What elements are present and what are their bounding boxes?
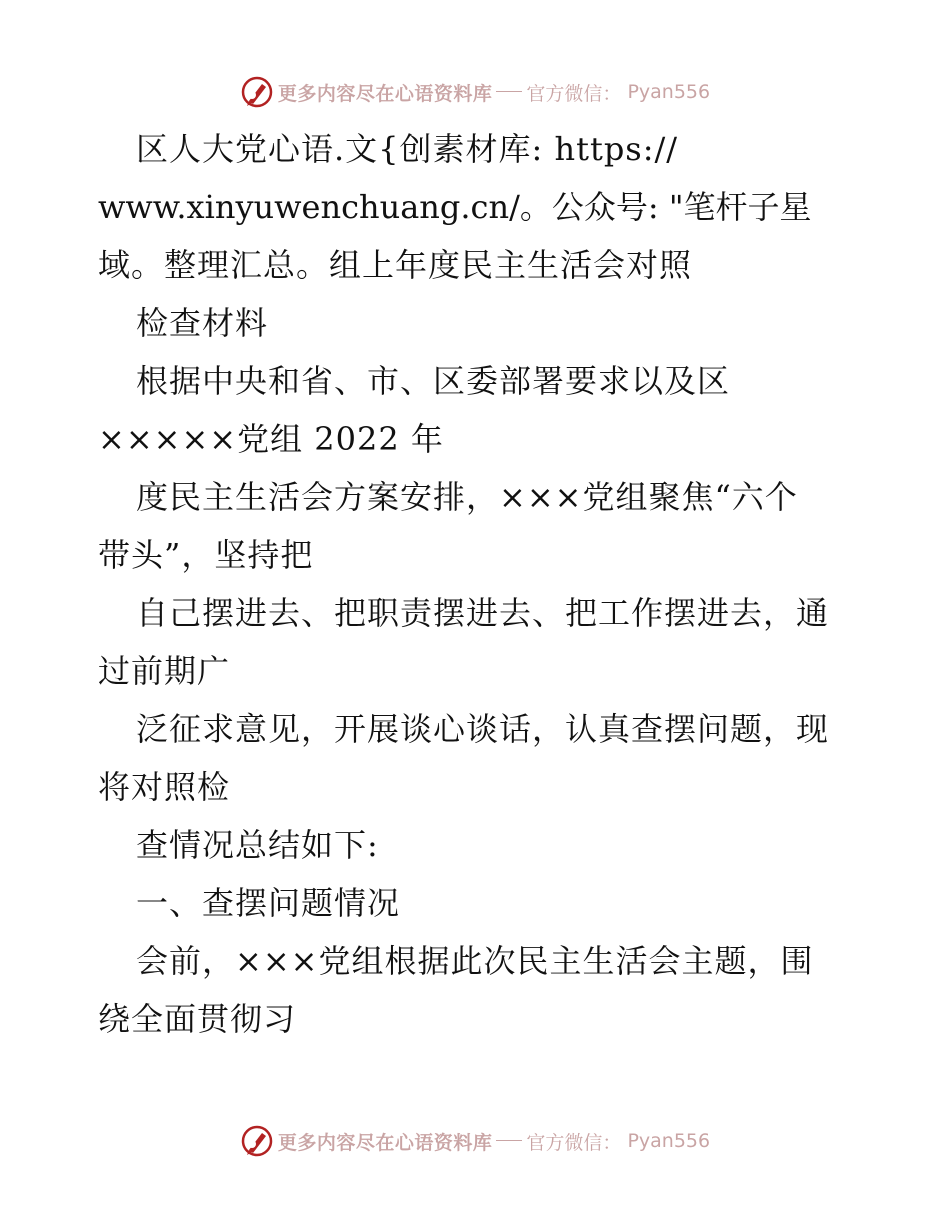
text-line: 度民主生活会方案安排，×××党组聚焦“六个: [136, 478, 798, 516]
pen-logo-icon: [240, 1124, 274, 1158]
text-line: 自己摆进去、把职责摆进去、把工作摆进去，通: [136, 594, 830, 632]
text-line: 过前期广: [98, 652, 231, 690]
text-line: 域。整理汇总。组上年度民主生活会对照: [98, 246, 693, 284]
document-body: [98, 120, 858, 1048]
header-dash: [496, 91, 522, 92]
footer-slogan: 更多内容尽在心语资料库: [277, 1131, 493, 1154]
text-line: 检查材料: [136, 304, 269, 342]
header-banner: [0, 72, 950, 112]
header-wechat-label: 官方微信：: [526, 82, 622, 105]
header-slogan: 更多内容尽在心语资料库: [277, 82, 493, 105]
text-line: 会前，×××党组根据此次民主生活会主题，围: [136, 942, 814, 980]
text-line: 将对照检: [98, 768, 231, 806]
footer-dash: [496, 1140, 522, 1141]
footer-wechat-label: 官方微信：: [526, 1131, 622, 1154]
text-line: 区人大党心语.文{创素材库: https://: [136, 130, 679, 168]
text-line: 查情况总结如下:: [136, 826, 379, 864]
footer-banner: [0, 1121, 950, 1161]
text-line: 绕全面贯彻习: [98, 1000, 297, 1038]
text-line: 根据中央和省、市、区委部署要求以及区: [136, 362, 731, 400]
text-line: 带头”，坚持把: [98, 536, 314, 574]
header-wechat-id: Pyan556: [627, 81, 711, 103]
text-line: www.xinyuwenchuang.cn/。公众号: "笔杆子星: [98, 188, 812, 226]
text-line: 泛征求意见，开展谈心谈话，认真查摆问题，现: [136, 710, 830, 748]
text-line: ×××××党组 2022 年: [98, 420, 444, 458]
footer-wechat-id: Pyan556: [627, 1130, 711, 1152]
pen-logo-icon: [240, 75, 274, 109]
section-heading: 一、查摆问题情况: [136, 884, 401, 922]
